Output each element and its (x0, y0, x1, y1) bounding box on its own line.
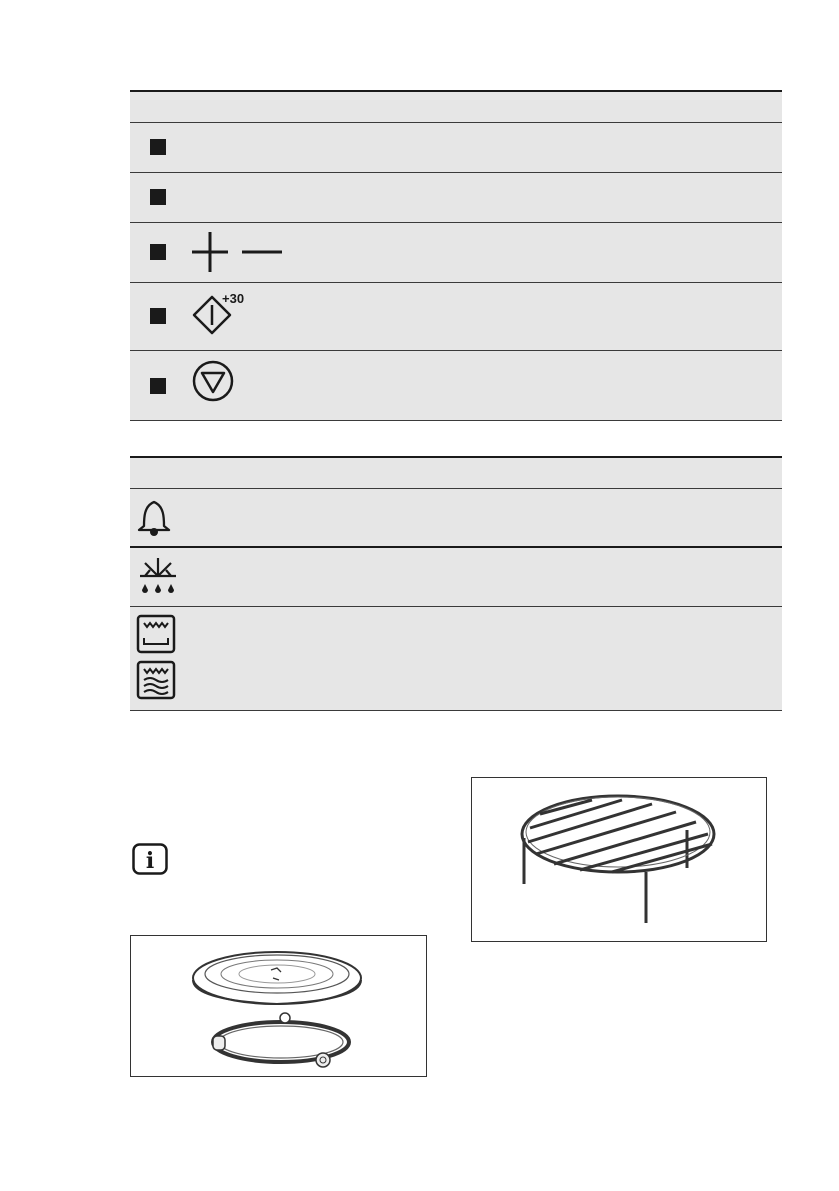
rack-figure (471, 777, 767, 942)
table-bottom-rule (130, 420, 782, 421)
table-top-rule (130, 456, 782, 458)
row-divider (130, 172, 782, 173)
header-rule (130, 488, 782, 489)
start-plus30-icon (192, 291, 256, 339)
bell-icon (136, 496, 172, 538)
wire-rack-image (472, 778, 766, 941)
row-divider (130, 606, 782, 607)
header-rule (130, 122, 782, 123)
svg-text:i: i (145, 848, 155, 874)
row-bullet (150, 189, 166, 205)
turntable-figure (130, 935, 427, 1077)
grill-icon (136, 614, 176, 654)
info-icon (132, 843, 168, 875)
row-bullet (150, 378, 166, 394)
row-divider (130, 282, 782, 283)
row-bullet (150, 308, 166, 324)
indicators-table (130, 456, 782, 711)
plus30-label: +30 (222, 291, 245, 306)
row-bullet (150, 244, 166, 260)
table-bottom-rule (130, 710, 782, 711)
controls-table (130, 90, 782, 421)
stop-icon (192, 360, 234, 402)
row-divider (130, 350, 782, 351)
row-divider (130, 546, 782, 548)
grill-microwave-icon (136, 660, 176, 700)
row-bullet (150, 139, 166, 155)
row-divider (130, 222, 782, 223)
table-top-rule (130, 90, 782, 92)
plus-minus-icon (192, 230, 284, 274)
turntable-and-roller-ring-image (131, 936, 426, 1076)
defrost-icon (136, 554, 180, 598)
